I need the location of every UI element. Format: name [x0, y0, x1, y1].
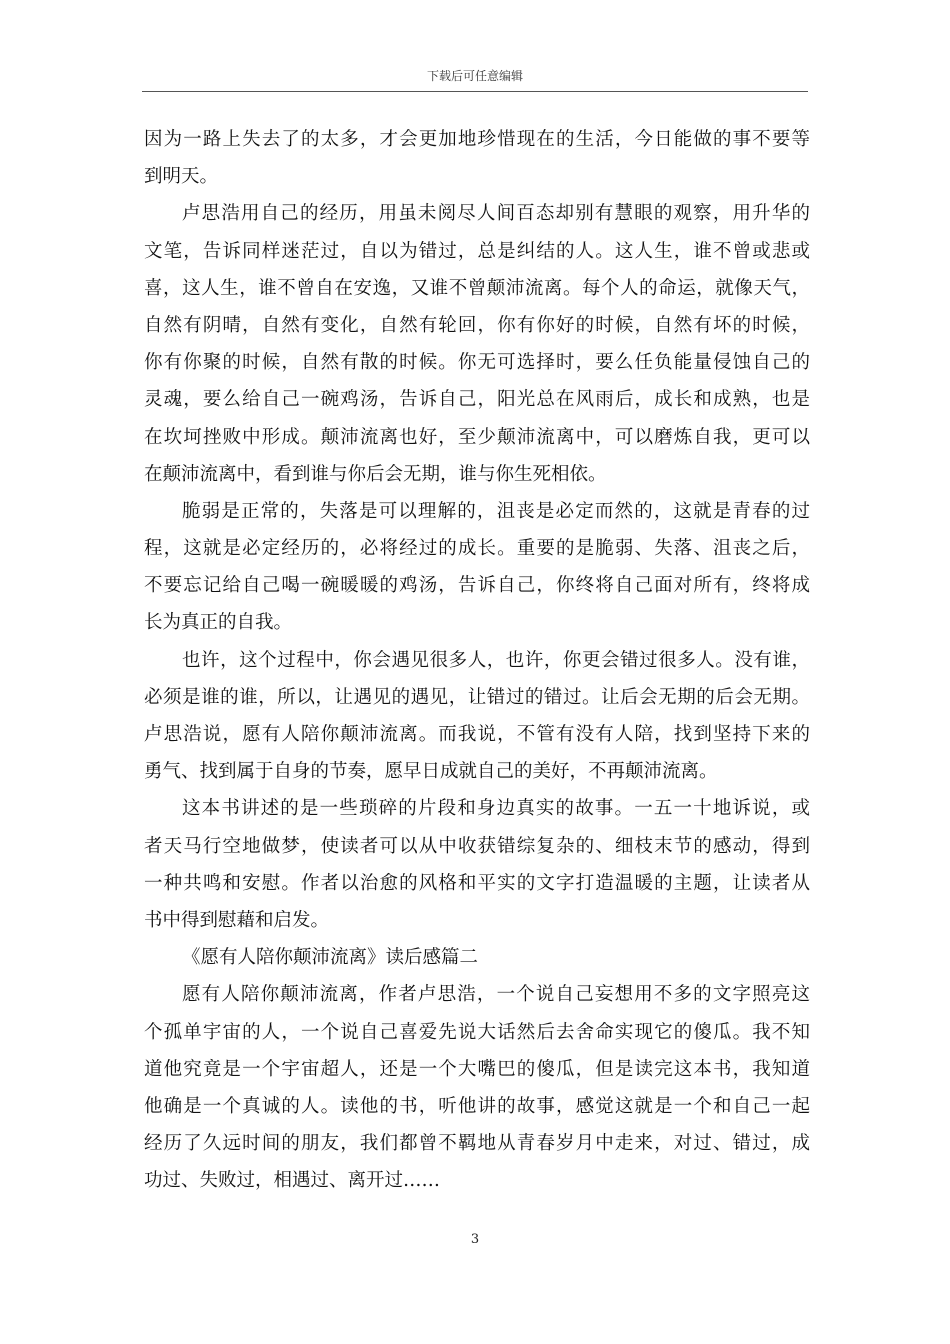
text-line: 自然有阴晴，自然有变化，自然有轮回，你有你好的时候，自然有坏的时候， — [144, 314, 810, 336]
text-line: 必须是谁的谁，所以，让遇见的遇见，让错过的错过。让后会无期的后会无期。 — [144, 686, 810, 708]
text-line: 不要忘记给自己喝一碗暖暖的鸡汤，告诉自己，你终将自己面对所有，终将成 — [144, 575, 810, 597]
text-line: 道他究竟是一个宇宙超人，还是一个大嘴巴的傻瓜，但是读完这本书，我知道 — [144, 1058, 810, 1080]
text-line: 到明天。 — [144, 166, 219, 188]
text-line: 喜，这人生，谁不曾自在安逸，又谁不曾颠沛流离。每个人的命运，就像天气， — [144, 277, 810, 299]
text-line: 长为真正的自我。 — [144, 612, 293, 634]
text-line: 他确是一个真诚的人。读他的书，听他讲的故事，感觉这就是一个和自己一起 — [144, 1095, 810, 1117]
text-line: 你有你聚的时候，自然有散的时候。你无可选择时，要么任负能量侵蚀自己的 — [144, 352, 810, 374]
text-line: 勇气、找到属于自身的节奏，愿早日成就自己的美好，不再颠沛流离。 — [144, 761, 718, 783]
text-line: 者天马行空地做梦，使读者可以从中收获错综复杂的、细枝末节的感动，得到 — [144, 835, 810, 857]
page-number: 3 — [470, 1232, 480, 1247]
paragraph-first-line: 卢思浩用自己的经历，用虽未阅尽人间百态却别有慧眼的观察，用升华的 — [182, 203, 810, 225]
text-line: 因为一路上失去了的太多，才会更加地珍惜现在的生活，今日能做的事不要等 — [144, 129, 810, 150]
header-divider — [142, 91, 808, 92]
text-line: 在坎坷挫败中形成。颠沛流离也好，至少颠沛流离中，可以磨炼自我，更可以 — [144, 426, 810, 448]
paragraph-first-line: 脆弱是正常的，失落是可以理解的，沮丧是必定而然的，这就是青春的过 — [182, 500, 810, 522]
text-line: 文笔，告诉同样迷茫过，自以为错过，总是纠结的人。这人生，谁不曾或悲或 — [144, 240, 810, 262]
text-line: 卢思浩说，愿有人陪你颠沛流离。而我说，不管有没有人陪，找到坚持下来的 — [144, 724, 810, 745]
text-line: 一种共鸣和安慰。作者以治愈的风格和平实的文字打造温暖的主题，让读者从 — [144, 872, 810, 894]
text-line: 经历了久远时间的朋友，我们都曾不羁地从青春岁月中走来，对过、错过，成 — [144, 1133, 810, 1155]
paragraph-first-line: 愿有人陪你颠沛流离，作者卢思浩，一个说自己妄想用不多的文字照亮这 — [182, 984, 810, 1006]
paragraph-first-line: 这本书讲述的是一些琐碎的片段和身边真实的故事。一五一十地诉说，或 — [182, 798, 810, 820]
text-line: 灵魂，要么给自己一碗鸡汤，告诉自己，阳光总在风雨后，成长和成熟，也是 — [144, 389, 810, 411]
text-line: 程，这就是必定经历的，必将经过的成长。重要的是脆弱、失落、沮丧之后， — [144, 538, 810, 560]
text-line: 书中得到慰藉和启发。 — [144, 909, 330, 931]
text-line: 功过、失败过，相遇过、离开过…… — [144, 1170, 441, 1192]
page-header: 下载后可任意编辑 — [426, 69, 523, 83]
section-heading: 《愿有人陪你颠沛流离》读后感篇二 — [182, 947, 479, 969]
text-line: 在颠沛流离中，看到谁与你后会无期，谁与你生死相依。 — [144, 463, 607, 485]
paragraph-first-line: 也许，这个过程中，你会遇见很多人，也许，你更会错过很多人。没有谁， — [182, 649, 810, 671]
document-body — [144, 121, 810, 1199]
text-line: 个孤单宇宙的人，一个说自己喜爱先说大话然后去舍命实现它的傻瓜。我不知 — [144, 1021, 810, 1043]
